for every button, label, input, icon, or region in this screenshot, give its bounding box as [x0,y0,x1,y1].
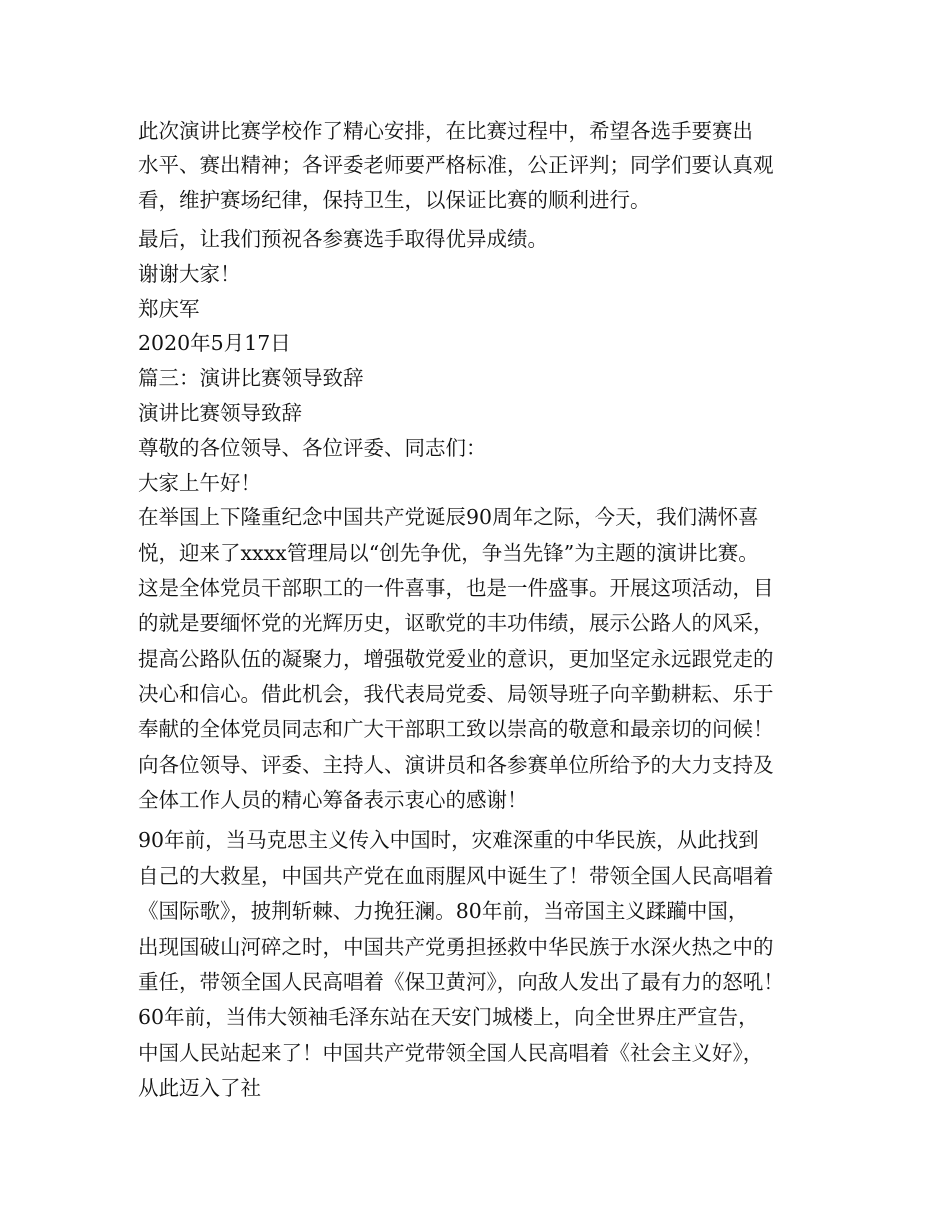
text-line: 90年前，当马克思主义传入中国时，灾难深重的中华民族，从此找到 [138,828,759,852]
text-line: 提高公路队伍的凝聚力，增强敬党爱业的意识，更加坚定永远跟党走的 [138,647,774,671]
text-line: 向各位领导、评委、主持人、演讲员和各参赛单位所给予的大力支持及 [138,753,774,777]
text-line: 中国人民站起来了！中国共产党带领全国人民高唱着《社会主义好》， [138,1041,764,1065]
text-line: 从此迈入了社 [138,1076,261,1100]
text-line: 60年前，当伟大领袖毛泽东站在天安门城楼上，向全世界庄严宣告， [138,1005,759,1029]
text-line: 最后，让我们预祝各参赛选手取得优异成绩。 [138,227,548,251]
text-line: 悦，迎来了xxxx管理局以“创先争优，争当先锋”为主题的演讲比赛。 [138,541,759,565]
speech-title: 演讲比赛领导致辞 [138,401,302,425]
signature-date: 2020年5月17日 [138,331,291,355]
text-line: 这是全体党员干部职工的一件喜事，也是一件盛事。开展这项活动，目 [138,576,774,600]
text-line: 自己的大救星，中国共产党在血雨腥风中诞生了！带领全国人民高唱着 [138,864,774,888]
salutation: 尊敬的各位领导、各位评委、同志们： [138,436,487,460]
text-line: 水平、赛出精神；各评委老师要严格标准，公正评判；同学们要认真观 [138,153,774,177]
section-heading: 篇三：演讲比赛领导致辞 [138,366,364,390]
text-line: 全体工作人员的精心筹备表示衷心的感谢！ [138,788,528,812]
greeting: 大家上午好！ [138,471,261,495]
text-line: 决心和信心。借此机会，我代表局党委、局领导班子向辛勤耕耘、乐于 [138,682,774,706]
signature-name: 郑庆军 [138,297,200,321]
text-line: 奉献的全体党员同志和广大干部职工致以崇高的敬意和最亲切的问候！ [138,717,774,741]
text-line: 在举国上下隆重纪念中国共产党诞辰90周年之际，今天，我们满怀喜 [138,505,759,529]
text-line: 重任，带领全国人民高唱着《保卫黄河》，向敌人发出了最有力的怒吼！ [138,970,784,994]
text-line: 《国际歌》，披荆斩棘、力挽狂澜。80年前，当帝国主义蹂躏中国， [138,899,749,923]
text-line: 的就是要缅怀党的光辉历史，讴歌党的丰功伟绩，展示公路人的风采， [138,611,774,635]
text-line: 看，维护赛场纪律，保持卫生，以保证比赛的顺利进行。 [138,188,651,212]
text-line: 此次演讲比赛学校作了精心安排，在比赛过程中，希望各选手要赛出 [138,119,753,143]
text-line: 谢谢大家！ [138,262,241,286]
text-line: 出现国破山河碎之时，中国共产党勇担拯救中华民族于水深火热之中的 [138,935,774,959]
